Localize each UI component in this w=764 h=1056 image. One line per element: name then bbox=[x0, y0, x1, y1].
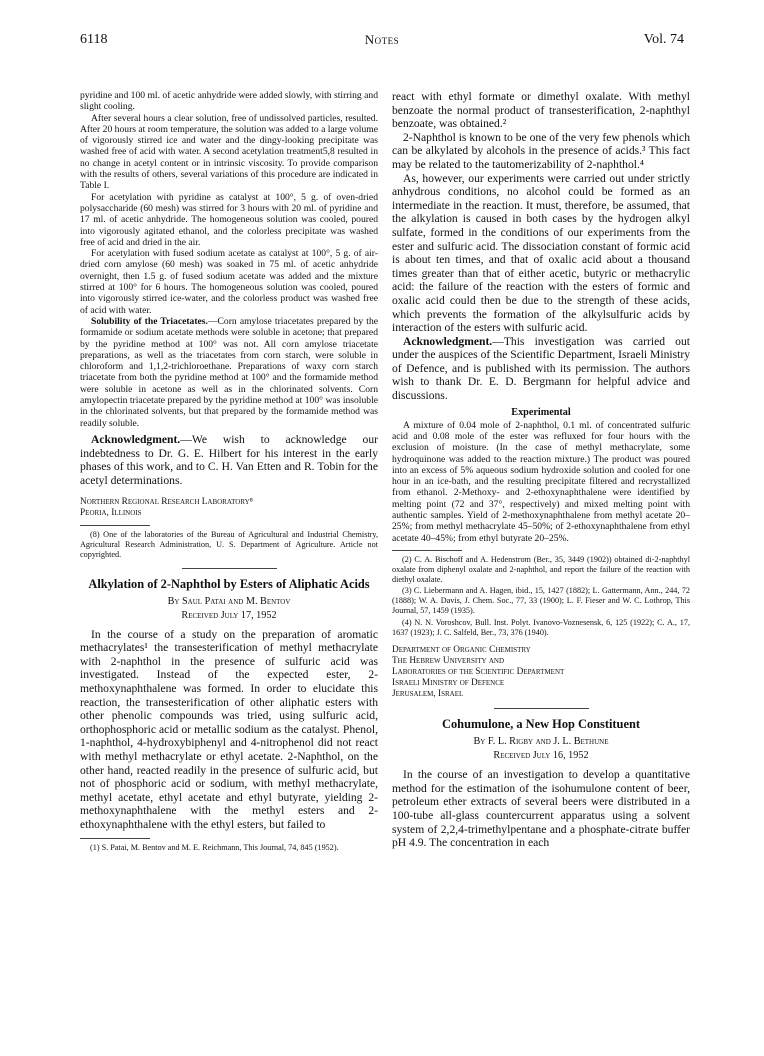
lab-address: Israeli Ministry of Defence bbox=[392, 678, 505, 689]
article-authors: By Saul Patai and M. Bentov bbox=[167, 595, 291, 607]
acknowledgment: Acknowledgment.—We wish to acknowledge our indebtedness to Dr. G. E. Hilbert for his interest in the early phases of this work, and to C. H. Van Etten and R. Tobin for the acetyl determinations. bbox=[80, 432, 378, 487]
section-heading: Solubility of the Triacetates. bbox=[91, 315, 208, 327]
lab-address: Peoria, Illinois bbox=[80, 508, 142, 519]
right-column bbox=[392, 90, 690, 1035]
left-column bbox=[80, 90, 378, 1035]
lab-address: Northern Regional Research Laboratory⁸ bbox=[80, 497, 253, 508]
paragraph: react with ethyl formate or dimethyl oxalate. With methyl benzoate the normal product of transesterification, 2-naphthyl benzoate, was obtained.² bbox=[392, 90, 690, 131]
acknowledgment: Acknowledgment.—This investigation was carried out under the auspices of the Scientific Department, Israeli Ministry of Defence, and is published with its permission. The authors wish to thank Dr. E. D. Bergmann for helpful advice and discussions. bbox=[392, 334, 690, 403]
footnote: (3) C. Liebermann and A. Hagen, ibid., 15, 1427 (1882); L. Gattermann, Ann., 244, 72 (1888); W. A. Davis, J. Chem. Soc., 77, 33 (1900); L. F. Fieser and W. C. Lothrop, This Journal, 57, 1459 (1935). bbox=[392, 586, 690, 615]
footnote: (4) N. N. Voroshcov, Bull. Inst. Polyt. Ivanovo-Voznesensk, 6, 125 (1922); C. A., 17, 1637 (1923); J. C. Salfeld, Ber., 73, 376 (1940). bbox=[392, 617, 690, 637]
page-number: 6118 bbox=[80, 32, 108, 47]
running-head: Notes bbox=[364, 32, 400, 47]
paragraph: In the course of an investigation to develop a quantitative method for the estimation of the isohumulone content of beer, petroleum ether extracts of several beers were distributed in a 100-tube all-glass countercurrent apparatus using a solvent system of 2,2,4-trimethylpentane and a phosphate-citrate buffer pH 4.9. The concentration in each bbox=[392, 768, 690, 850]
article-divider bbox=[494, 708, 589, 709]
footnote-rule bbox=[80, 525, 150, 526]
experimental-heading: Experimental bbox=[511, 406, 571, 418]
section-heading: Acknowledgment. bbox=[403, 334, 493, 348]
section-heading: Acknowledgment. bbox=[91, 432, 181, 446]
footnote: (8) One of the laboratories of the Bureau of Agricultural and Industrial Chemistry, Agricultural Research Administration, U. S. Department of Agriculture. Article not copyrighted. bbox=[80, 530, 378, 559]
paragraph: In the course of a study on the preparation of aromatic methacrylates¹ the transesterification of methyl methacrylate with 2-naphthol in the presence of sulfuric acid was investigated. Instead of the expected ester, 2-methoxynaphthalene was formed. In order to elucidate this reaction, the transesterification of other aliphatic esters with other phenolic compounds was tried, using sulfuric acid, orthophosphoric acid or metallic sodium as the catalyst. Phenol, 1-naphthol, 4-hydroxybiphenyl and 4-nitrophenol did not react with methyl methacrylate or ethyl acetate. 2-Naphthol, on the other hand, reacted readily in the presence of sulfuric acid, but not of phosphoric acid or sodium, with methyl methacrylate, methyl acetate, ethyl acetate and ethyl butyrate, yielding 2-methoxynaphthalene with the methyl esters and 2-ethoxynaphthalene with the ethyl esters, but failed to bbox=[80, 627, 378, 831]
paragraph: For acetylation with fused sodium acetate as catalyst at 100°, 5 g. of air-dried corn amylose (60 mesh) was soaked in 75 ml. of acetic anhydride overnight, then 1.5 g. of fused sodium acetate was added and the mixture stirred at 100° for 6 hours. The homogeneous solution was cooled, poured into vigorously stirred ice-water, and the colorless product was washed free of acid with water. bbox=[80, 248, 378, 316]
paragraph: For acetylation with pyridine as catalyst at 100°, 5 g. of oven-dried polysaccharide (60 mesh) was stirred for 3 hours with 20 ml. of pyridine and 17 ml. of acetic anhydride. The homogeneous solution was cooled, poured into vigorously agitated ethanol, and the colorless precipitate was washed free of acid and dried in the air. bbox=[80, 191, 378, 248]
lab-address: Jerusalem, Israel bbox=[392, 689, 464, 700]
page-header bbox=[80, 32, 684, 54]
lab-address: Department of Organic Chemistry bbox=[392, 645, 531, 656]
article-divider bbox=[182, 568, 277, 569]
received-date: Received July 16, 1952 bbox=[493, 750, 589, 762]
footnote-rule bbox=[392, 550, 462, 551]
paragraph: Solubility of the Triacetates.—Corn amylose triacetates prepared by the formamide or sodium acetate methods were soluble in acetone; that prepared by the pyridine method at 100° was not. All corn amylose triacetate preparations, as well as the triacetates from corn starch, were soluble in chloroform and 1,1,2-trichloroethane. Preparations of waxy corn starch triacetate from both the pyridine method at 100° and the formamide method were soluble in acetone as well as in the chlorinated solvents. Corn amylopectin triacetate prepared by the pyridine method at 100° was insoluble in the chlorinated solvents, but that prepared by the formamide method was readily soluble. bbox=[80, 315, 378, 429]
paragraph: A mixture of 0.04 mole of 2-naphthol, 0.1 ml. of concentrated sulfuric acid and 0.08 mole of the ester was refluxed for four hours with the exclusion of moisture. (In the case of methyl methacrylate, some hydroquinone was added to the reaction mixture.) The product was poured into an excess of 5% aqueous sodium hydroxide solution and cooled for one hour in an ice-bath, and the resulting precipitate filtered and recrystallized from ethanol. 2-Methoxy- and 2-ethoxynaphthalene were identified by melting point (72 and 37°, respectively) and mixed melting point with authentic samples. Yield of 2-methoxynaphthalene from methyl acetate 20–25%; from methyl methacrylate 45–50%; of 2-ethoxynaphthalene from ethyl acetate 40–45%; from ethyl butyrate 20–25%. bbox=[392, 419, 690, 544]
footnote: (1) S. Patai, M. Bentov and M. E. Reichmann, This Journal, 74, 845 (1952). bbox=[90, 842, 339, 852]
paragraph: As, however, our experiments were carried out under strictly anhydrous conditions, no alcohol could be formed as an intermediate in the reaction. It must, therefore, be assumed, that the alkylation is caused in both cases by the hydrogen alkyl sulfate, formed in the conditions of our experiments from the ester and sulfuric acid. The dissociation constant of formic acid is about ten times, and that of oxalic acid about a thousand times greater than that of either acetic, butyric or methacrylic acid: the failure of the reaction with the esters of formic and oxalic acid could then be due to the strength of these acids, which prevents the formation of the alkylsulfuric acids by interaction of the esters with sulfuric acid. bbox=[392, 171, 690, 335]
paragraph: After several hours a clear solution, free of undissolved particles, resulted. After 20 hours at room temperature, the solution was added to a large volume of vigorously stirred ice and water and the dingy-looking precipitate was washed free of acid with water. A second acetylation treatment5,8 resulted in no change in acetyl content or in intrinsic viscosity. To provide comparison with the results of others, several variations of this procedure are indicated in Table I. bbox=[80, 112, 378, 192]
footnote-rule bbox=[80, 838, 150, 839]
paragraph: pyridine and 100 ml. of acetic anhydride were added slowly, with stirring and slight cooling. bbox=[80, 90, 378, 113]
article-title: Cohumulone, a New Hop Constituent bbox=[442, 717, 640, 732]
lab-address: Laboratories of the Scientific Department bbox=[392, 667, 565, 678]
paragraph: 2-Naphthol is known to be one of the very few phenols which can be alkylated by alcohols in the presence of acids.³ This fact may be related to the tautomerizability of 2-naphthol.⁴ bbox=[392, 130, 690, 171]
footnote: (2) C. A. Bischoff and A. Hedenstrom (Ber., 35, 3449 (1902)) obtained di-2-naphthyl oxalate from diphenyl oxalate and 2-naphthol, and report the failure of the reaction with diethyl oxalate. bbox=[392, 554, 690, 584]
lab-address: The Hebrew University and bbox=[392, 656, 505, 667]
volume-label: Vol. 74 bbox=[643, 32, 684, 47]
article-title: Alkylation of 2-Naphthol by Esters of Aliphatic Acids bbox=[88, 576, 370, 591]
received-date: Received July 17, 1952 bbox=[181, 609, 277, 621]
article-authors: By F. L. Rigby and J. L. Bethune bbox=[473, 736, 609, 748]
